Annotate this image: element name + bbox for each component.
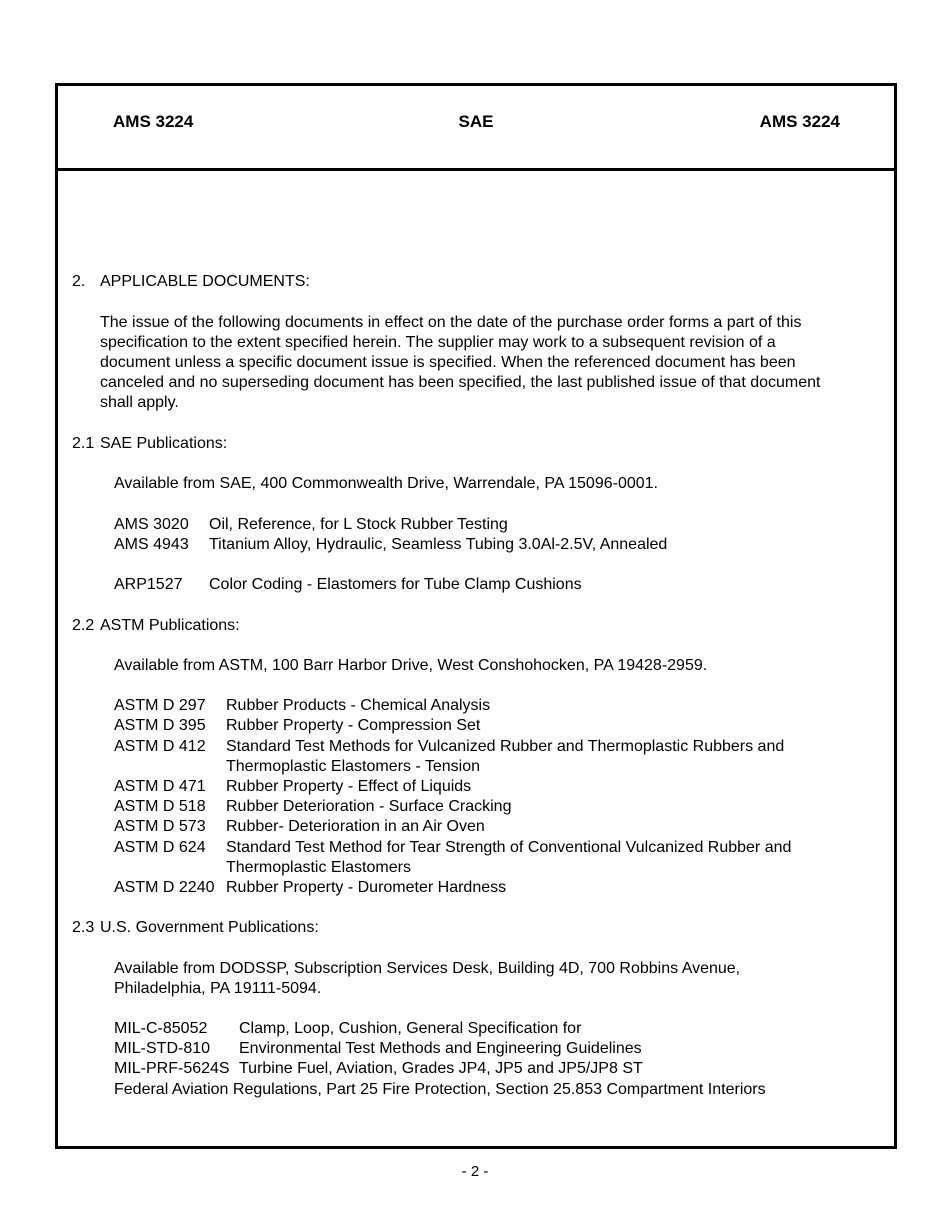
reference-code: ASTM D 412 xyxy=(114,738,206,755)
reference-code: MIL-STD-810 xyxy=(114,1040,211,1057)
subsection-title: ASTM Publications: xyxy=(100,617,240,634)
reference-title: Rubber- Deterioration in an Air Oven xyxy=(226,818,485,835)
reference-title: Rubber Property - Durometer Hardness xyxy=(226,879,507,896)
reference-title: Rubber Products - Chemical Analysis xyxy=(226,697,491,714)
reference-code: AMS 4943 xyxy=(114,536,189,553)
reference-title: Rubber Deterioration - Surface Cracking xyxy=(226,798,512,815)
reference-code: MIL-C-85052 xyxy=(114,1020,208,1037)
reference-title-continued: Thermoplastic Elastomers - Tension xyxy=(226,758,481,775)
reference-title: Turbine Fuel, Aviation, Grades JP4, JP5 and JP5/JP8 ST xyxy=(239,1060,643,1077)
reference-code: ASTM D 518 xyxy=(114,798,206,815)
reference-code: MIL-PRF-5624S xyxy=(114,1060,230,1077)
reference-code: ASTM D 471 xyxy=(114,778,206,795)
document-header xyxy=(58,86,894,171)
paragraph-line: The issue of the following documents in effect on the date of the purchase order forms a part of this xyxy=(100,314,802,331)
reference-title: Color Coding - Elastomers for Tube Clamp Cushions xyxy=(209,576,582,593)
reference-title: Clamp, Loop, Cushion, General Specification for xyxy=(239,1020,582,1037)
availability-note: Available from ASTM, 100 Barr Harbor Drive, West Conshohocken, PA 19428-2959. xyxy=(114,657,708,674)
reference-title: Environmental Test Methods and Engineering Guidelines xyxy=(239,1040,642,1057)
reference-code: AMS 3020 xyxy=(114,516,189,533)
reference-code: ASTM D 573 xyxy=(114,818,206,835)
paragraph-line: canceled and no superseding document has been specified, the last published issue of that document xyxy=(100,374,821,391)
subsection-number: 2.2 xyxy=(72,617,95,634)
page-frame xyxy=(55,83,897,1149)
availability-note: Available from SAE, 400 Commonwealth Drive, Warrendale, PA 15096-0001. xyxy=(114,475,658,492)
subsection-number: 2.1 xyxy=(72,435,95,452)
header-spec-number-right: AMS 3224 xyxy=(759,112,840,131)
section-title: APPLICABLE DOCUMENTS: xyxy=(100,273,310,290)
federal-regulation-reference: Federal Aviation Regulations, Part 25 Fire Protection, Section 25.853 Compartment Interiors xyxy=(114,1081,766,1098)
reference-code: ASTM D 297 xyxy=(114,697,206,714)
reference-title: Standard Test Method for Tear Strength of Conventional Vulcanized Rubber and xyxy=(226,839,792,856)
reference-code: ASTM D 395 xyxy=(114,717,206,734)
subsection-title: U.S. Government Publications: xyxy=(100,919,319,936)
section-paragraph xyxy=(100,313,820,413)
availability-note: Available from DODSSP, Subscription Services Desk, Building 4D, 700 Robbins Avenue, xyxy=(114,960,741,977)
availability-note-continued: Philadelphia, PA 19111-5094. xyxy=(114,980,322,997)
header-organization: SAE xyxy=(458,112,494,131)
reference-title: Rubber Property - Effect of Liquids xyxy=(226,778,472,795)
subsection-title: SAE Publications: xyxy=(100,435,228,452)
paragraph-line: document unless a specific document issue is specified. When the referenced document has been xyxy=(100,354,796,371)
reference-title-continued: Thermoplastic Elastomers xyxy=(226,859,411,876)
reference-title: Rubber Property - Compression Set xyxy=(226,717,481,734)
paragraph-line: specification to the extent specified herein. The supplier may work to a subsequent revision of a xyxy=(100,334,776,351)
reference-code: ARP1527 xyxy=(114,576,183,593)
reference-title: Standard Test Methods for Vulcanized Rubber and Thermoplastic Rubbers and xyxy=(226,738,785,755)
paragraph-line: shall apply. xyxy=(100,394,179,411)
page-number: - 2 - xyxy=(461,1163,489,1180)
reference-code: ASTM D 624 xyxy=(114,839,206,856)
reference-title: Oil, Reference, for L Stock Rubber Testing xyxy=(209,516,508,533)
subsection-number: 2.3 xyxy=(72,919,95,936)
reference-title: Titanium Alloy, Hydraulic, Seamless Tubing 3.0Al-2.5V, Annealed xyxy=(209,536,668,553)
reference-code: ASTM D 2240 xyxy=(114,879,215,896)
section-number: 2. xyxy=(72,273,86,290)
header-spec-number-left: AMS 3224 xyxy=(113,112,194,131)
